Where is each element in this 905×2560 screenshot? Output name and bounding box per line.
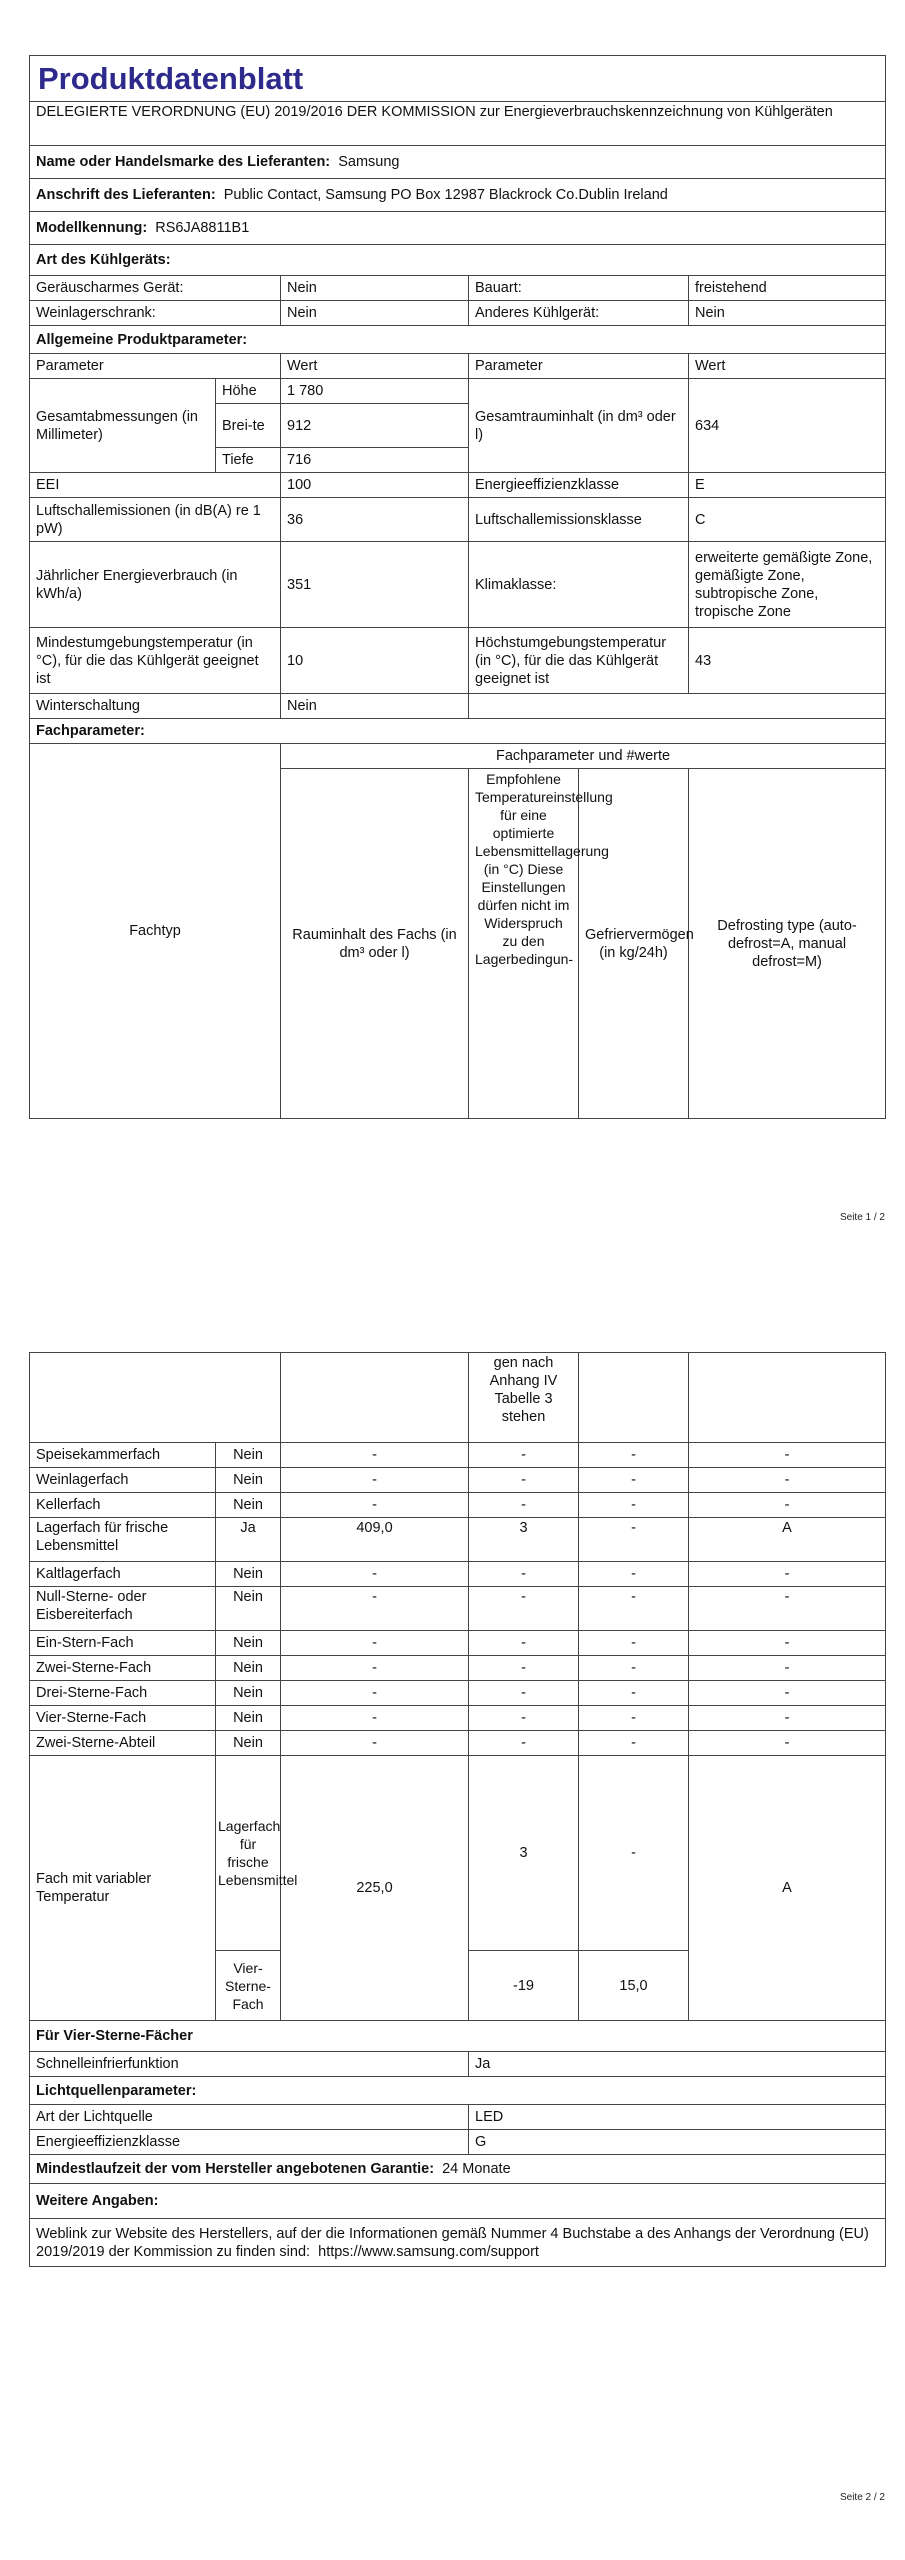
eei-value: 100: [281, 473, 469, 498]
compartment-row: [30, 1468, 886, 1493]
compartment-freeze: -: [579, 1731, 689, 1756]
compartment-defrost: -: [689, 1681, 886, 1706]
variable-name: Fach mit variabler Temperatur: [30, 1756, 216, 2021]
max-temp-value: 43: [689, 628, 886, 694]
compartment-freeze: -: [579, 1443, 689, 1468]
compartment-defrost: -: [689, 1731, 886, 1756]
variable-freeze1: -: [579, 1756, 689, 1951]
winter-label: Winterschaltung: [30, 694, 281, 719]
address-value: Public Contact, Samsung PO Box 12987 Blackrock Co.Dublin Ireland: [223, 187, 668, 203]
min-temp-value: 10: [281, 628, 469, 694]
variable-temp2: -19: [469, 1951, 579, 2021]
compartment-present: Nein: [216, 1443, 281, 1468]
compartment-volume: -: [281, 1468, 469, 1493]
compartment-row: [30, 1443, 886, 1468]
more-row: [30, 2219, 886, 2267]
compartment-present: Ja: [216, 1518, 281, 1562]
address-row: [30, 179, 886, 212]
compartment-present: Nein: [216, 1706, 281, 1731]
compartment-row: [30, 1656, 886, 1681]
variable-freeze2: 15,0: [579, 1951, 689, 2021]
manufacturer-link[interactable]: https://www.samsung.com/support: [318, 2243, 539, 2260]
page-number-1: Seite 1 / 2: [839, 1212, 885, 1223]
compartment-name: Drei-Sterne-Fach: [30, 1681, 216, 1706]
energy-value: 351: [281, 542, 469, 628]
datasheet-table-page-1: [29, 55, 886, 1119]
compartment-name: Weinlagerfach: [30, 1468, 216, 1493]
page-2: [0, 1280, 905, 2560]
volume-value: 634: [689, 379, 886, 473]
compartment-defrost: A: [689, 1518, 886, 1562]
eec-value: E: [689, 473, 886, 498]
volume-header: Rauminhalt des Fachs (in dm³ oder l): [281, 769, 469, 1119]
empty-cell: [30, 1353, 281, 1443]
volume-label: Gesamtrauminhalt (in dm³ oder l): [469, 379, 689, 473]
warranty-row: [30, 2155, 886, 2184]
art-heading: Art des Kühlgeräts:: [30, 245, 886, 276]
depth-label: Tiefe: [216, 448, 281, 473]
compartment-freeze: -: [579, 1518, 689, 1562]
empty-cell: [579, 1353, 689, 1443]
freeze-header: Gefriervermögen (in kg/24h): [579, 769, 689, 1119]
compartment-freeze: -: [579, 1631, 689, 1656]
height-label: Höhe: [216, 379, 281, 404]
compartment-row: [30, 1706, 886, 1731]
model-value: RS6JA8811B1: [155, 220, 250, 236]
build-label: Bauart:: [469, 276, 689, 301]
value-header-2: Wert: [689, 354, 886, 379]
compartment-temp: -: [469, 1706, 579, 1731]
compartment-temp: -: [469, 1656, 579, 1681]
width-label: Brei-te: [216, 404, 281, 448]
empty-cell: [281, 1353, 469, 1443]
compartment-row: [30, 1631, 886, 1656]
compartment-defrost: -: [689, 1631, 886, 1656]
compartment-volume: -: [281, 1706, 469, 1731]
param-header: Parameter: [30, 354, 281, 379]
light-class-value: G: [469, 2130, 886, 2155]
empty-cell: [469, 694, 886, 719]
compartment-name: Lagerfach für frische Lebensmittel: [30, 1518, 216, 1562]
compartment-name: Ein-Stern-Fach: [30, 1631, 216, 1656]
general-heading: Allgemeine Produktparameter:: [30, 326, 886, 354]
light-type-label: Art der Lichtquelle: [30, 2105, 469, 2130]
eei-label: EEI: [30, 473, 281, 498]
noise-value: 36: [281, 498, 469, 542]
noise-class-value: C: [689, 498, 886, 542]
compartment-freeze: -: [579, 1587, 689, 1631]
compartment-defrost: -: [689, 1562, 886, 1587]
address-label: Anschrift des Lieferanten:: [36, 187, 216, 203]
compartment-volume: -: [281, 1731, 469, 1756]
variable-sub1: Lagerfach für frische Lebensmittel: [216, 1756, 281, 1951]
compartment-present: Nein: [216, 1587, 281, 1631]
light-heading: Lichtquellenparameter:: [30, 2077, 886, 2105]
compartment-defrost: -: [689, 1656, 886, 1681]
compartment-row: [30, 1493, 886, 1518]
model-row: [30, 212, 886, 245]
compartment-freeze: -: [579, 1706, 689, 1731]
supplier-label: Name oder Handelsmarke des Lieferanten:: [36, 154, 331, 170]
quick-freeze-value: Ja: [469, 2052, 886, 2077]
max-temp-label: Höchstumgebungstemperatur (in °C), für die das Kühlgerät geeignet ist: [469, 628, 689, 694]
datasheet-table-page-2: [29, 1352, 886, 2267]
supplier-row: [30, 146, 886, 179]
value-header: Wert: [281, 354, 469, 379]
variable-defrost: A: [689, 1756, 886, 2021]
compartment-temp: -: [469, 1681, 579, 1706]
wine-value: Nein: [281, 301, 469, 326]
compartment-name: Kaltlagerfach: [30, 1562, 216, 1587]
compartment-row: [30, 1587, 886, 1631]
compartment-name: Zwei-Sterne-Fach: [30, 1656, 216, 1681]
compartment-volume: -: [281, 1656, 469, 1681]
supplier-value: Samsung: [338, 154, 400, 170]
compartment-present: Nein: [216, 1656, 281, 1681]
height-value: 1 780: [281, 379, 469, 404]
compartment-volume: -: [281, 1443, 469, 1468]
dims-label: Gesamtabmessungen (in Millimeter): [30, 379, 216, 473]
compartment-name: Kellerfach: [30, 1493, 216, 1518]
compartment-temp: -: [469, 1562, 579, 1587]
compartment-temp: -: [469, 1468, 579, 1493]
variable-sub2: Vier-Sterne-Fach: [216, 1951, 281, 2021]
wine-label: Weinlagerschrank:: [30, 301, 281, 326]
compartment-defrost: -: [689, 1706, 886, 1731]
four-star-heading: Für Vier-Sterne-Fächer: [30, 2021, 886, 2052]
compartment-temp: -: [469, 1443, 579, 1468]
compartment-name: Zwei-Sterne-Abteil: [30, 1731, 216, 1756]
compartment-name: Null-Sterne- oder Eisbereiterfach: [30, 1587, 216, 1631]
noise-label: Luftschallemissionen (in dB(A) re 1 pW): [30, 498, 281, 542]
compartment-present: Nein: [216, 1562, 281, 1587]
compartment-present: Nein: [216, 1731, 281, 1756]
compartment-present: Nein: [216, 1493, 281, 1518]
compartment-present: Nein: [216, 1681, 281, 1706]
compartment-row: [30, 1681, 886, 1706]
param-header-2: Parameter: [469, 354, 689, 379]
more-heading: Weitere Angaben:: [30, 2184, 886, 2219]
compartment-volume: -: [281, 1681, 469, 1706]
variable-temp1: 3: [469, 1756, 579, 1951]
compartment-defrost: -: [689, 1587, 886, 1631]
compartment-rows: [30, 1443, 886, 1756]
compartment-defrost: -: [689, 1493, 886, 1518]
other-value: Nein: [689, 301, 886, 326]
compartment-defrost: -: [689, 1468, 886, 1493]
compartment-present: Nein: [216, 1468, 281, 1493]
compartment-freeze: -: [579, 1656, 689, 1681]
eec-label: Energieeffizienzklasse: [469, 473, 689, 498]
compartment-row: [30, 1518, 886, 1562]
variable-volume: 225,0: [281, 1756, 469, 2021]
compartment-temp: -: [469, 1493, 579, 1518]
quick-freeze-label: Schnelleinfrierfunktion: [30, 2052, 469, 2077]
build-value: freistehend: [689, 276, 886, 301]
compartment-freeze: -: [579, 1493, 689, 1518]
noise-class-label: Luftschallemissionsklasse: [469, 498, 689, 542]
climate-label: Klimaklasse:: [469, 542, 689, 628]
page-number-2: Seite 2 / 2: [839, 2492, 885, 2503]
page-title: Produktdatenblatt: [30, 56, 886, 102]
compartment-volume: -: [281, 1587, 469, 1631]
compartment-name: Vier-Sterne-Fach: [30, 1706, 216, 1731]
more-text: Weblink zur Website des Herstellers, auf der die Informationen gemäß Nummer 4 Buchstabe a des Anhangs der Verordnung (EU) 2019/2019 der Kommission zu finden sind:: [36, 2225, 869, 2260]
low-noise-label: Geräuscharmes Gerät:: [30, 276, 281, 301]
low-noise-value: Nein: [281, 276, 469, 301]
compartment-volume: -: [281, 1493, 469, 1518]
model-label: Modellkennung:: [36, 220, 148, 236]
compartment-row: [30, 1562, 886, 1587]
depth-value: 716: [281, 448, 469, 473]
light-class-label: Energieeffizienzklasse: [30, 2130, 469, 2155]
climate-value: erweiterte gemäßigte Zone, gemäßigte Zone, subtropische Zone, tropische Zone: [689, 542, 886, 628]
compartment-temp: -: [469, 1587, 579, 1631]
compartment-volume: 409,0: [281, 1518, 469, 1562]
compartment-temp: 3: [469, 1518, 579, 1562]
temp-header: Empfohlene Temperatureinstellung für eine optimierte Lebensmittellagerung (in °C) Diese Einstellungen dürfen nicht im Widerspruch zu den Lagerbedingun-: [469, 769, 579, 1119]
width-value: 912: [281, 404, 469, 448]
compartment-present: Nein: [216, 1631, 281, 1656]
group-header: Fachparameter und #werte: [281, 744, 886, 769]
winter-value: Nein: [281, 694, 469, 719]
min-temp-label: Mindestumgebungstemperatur (in °C), für die das Kühlgerät geeignet ist: [30, 628, 281, 694]
temp-header-continued: gen nach Anhang IV Tabelle 3 stehen: [469, 1353, 579, 1443]
regulation-text: DELEGIERTE VERORDNUNG (EU) 2019/2016 DER KOMMISSION zur Energieverbrauchskennzeichnung von Kühlgeräten: [30, 102, 886, 146]
fachtyp-header: Fachtyp: [30, 744, 281, 1119]
compartment-freeze: -: [579, 1681, 689, 1706]
compartment-volume: -: [281, 1562, 469, 1587]
compartment-temp: -: [469, 1631, 579, 1656]
compartments-heading: Fachparameter:: [30, 719, 886, 744]
light-type-value: LED: [469, 2105, 886, 2130]
compartment-volume: -: [281, 1631, 469, 1656]
compartment-defrost: -: [689, 1443, 886, 1468]
compartment-temp: -: [469, 1731, 579, 1756]
energy-label: Jährlicher Energieverbrauch (in kWh/a): [30, 542, 281, 628]
empty-cell: [689, 1353, 886, 1443]
compartment-row: [30, 1731, 886, 1756]
other-label: Anderes Kühlgerät:: [469, 301, 689, 326]
defrost-header: Defrosting type (auto-defrost=A, manual defrost=M): [689, 769, 886, 1119]
compartment-freeze: -: [579, 1468, 689, 1493]
warranty-value: 24 Monate: [442, 2161, 511, 2177]
compartment-freeze: -: [579, 1562, 689, 1587]
compartment-name: Speisekammerfach: [30, 1443, 216, 1468]
warranty-label: Mindestlaufzeit der vom Hersteller angebotenen Garantie:: [36, 2161, 435, 2177]
